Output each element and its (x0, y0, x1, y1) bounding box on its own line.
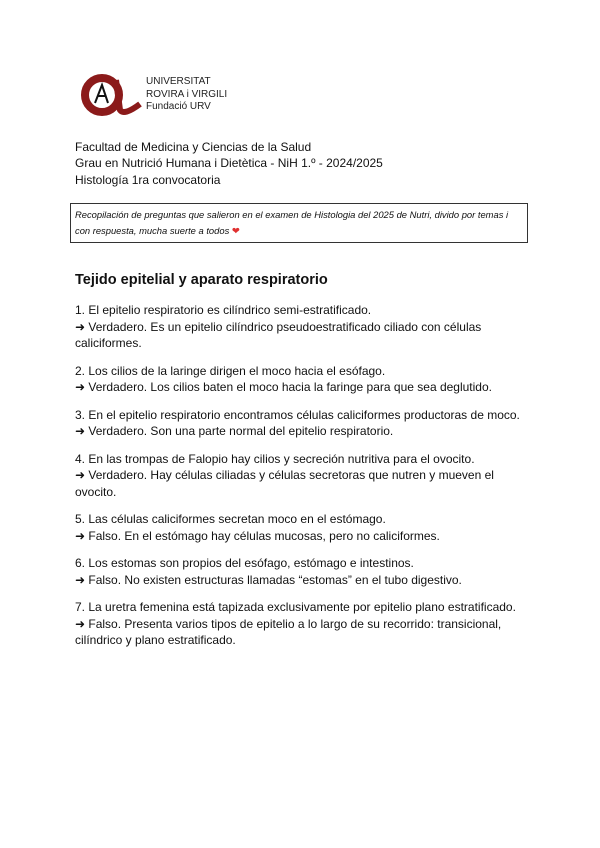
question-text: 2. Los cilios de la laringe dirigen el moco hacia el esófago. (75, 363, 386, 378)
question-text: 3. En el epitelio respiratorio encontramos células caliciformes productoras de moco. (75, 407, 520, 422)
document-meta (75, 139, 383, 188)
question-item (75, 302, 525, 352)
faculty: Facultad de Medicina y Ciencias de la Salud (75, 140, 312, 154)
question-text: 1. El epitelio respiratorio es cilíndrico semi-estratificado. (75, 303, 372, 317)
question-text: 4. En las trompas de Falopio hay cilios y secreción nutritiva para el ovocito. (75, 451, 475, 466)
question-item (75, 511, 525, 544)
logo-line: ROVIRA i VIRGILI (146, 88, 228, 100)
answer-text: ➜ Verdadero. Los cilios baten el moco hacia la faringe para que sea deglutido. (75, 380, 492, 394)
question-item (75, 599, 525, 649)
question-item (75, 451, 525, 501)
question-text: 7. La uretra femenina está tapizada exclusivamente por epitelio plano estratificado. (75, 600, 516, 614)
urv-logo (80, 70, 230, 120)
answer-text: ➜ Falso. En el estómago hay células mucosas, pero no caliciformes. (75, 528, 440, 543)
question-item (75, 555, 525, 588)
urv-emblem-icon (80, 70, 142, 120)
question-text: 6. Los estomas son propios del esófago, estómago e intestinos. (75, 556, 414, 570)
course: Histología 1ra convocatoria (75, 172, 221, 187)
degree: Grau en Nutrició Humana i Dietètica - NiH 1.º - 2024/2025 (75, 156, 383, 171)
intro-note (70, 203, 528, 243)
logo-line: UNIVERSITAT (146, 76, 211, 87)
answer-text: ➜ Verdadero. Son una parte normal del epitelio respiratorio. (75, 424, 394, 438)
question-list (75, 302, 525, 660)
question-item (75, 363, 525, 396)
note-text: Recopilación de preguntas que salieron en el examen de Histologia del 2025 de Nutri, divido por temas i con respuesta, mucha suerte a todos (75, 209, 509, 236)
question-text: 5. Las células caliciformes secretan moco en el estómago. (75, 512, 386, 526)
section-heading: Tejido epitelial y aparato respiratorio (75, 272, 328, 288)
logo-line: Fundació URV (146, 101, 211, 112)
heart-icon: ❤ (231, 225, 240, 236)
answer-text: ➜ Verdadero. Es un epitelio cilíndrico pseudoestratificado ciliado con células caliciformes. (75, 319, 482, 350)
answer-text: ➜ Verdadero. Hay células ciliadas y células secretoras que nutren y mueven el ovocito. (75, 468, 494, 499)
answer-text: ➜ Falso. No existen estructuras llamadas “estomas” en el tubo digestivo. (75, 572, 462, 587)
answer-text: ➜ Falso. Presenta varios tipos de epitelio a lo largo de su recorrido: transicional, cilíndrico y plano estratificado. (75, 616, 502, 647)
question-item (75, 407, 525, 440)
